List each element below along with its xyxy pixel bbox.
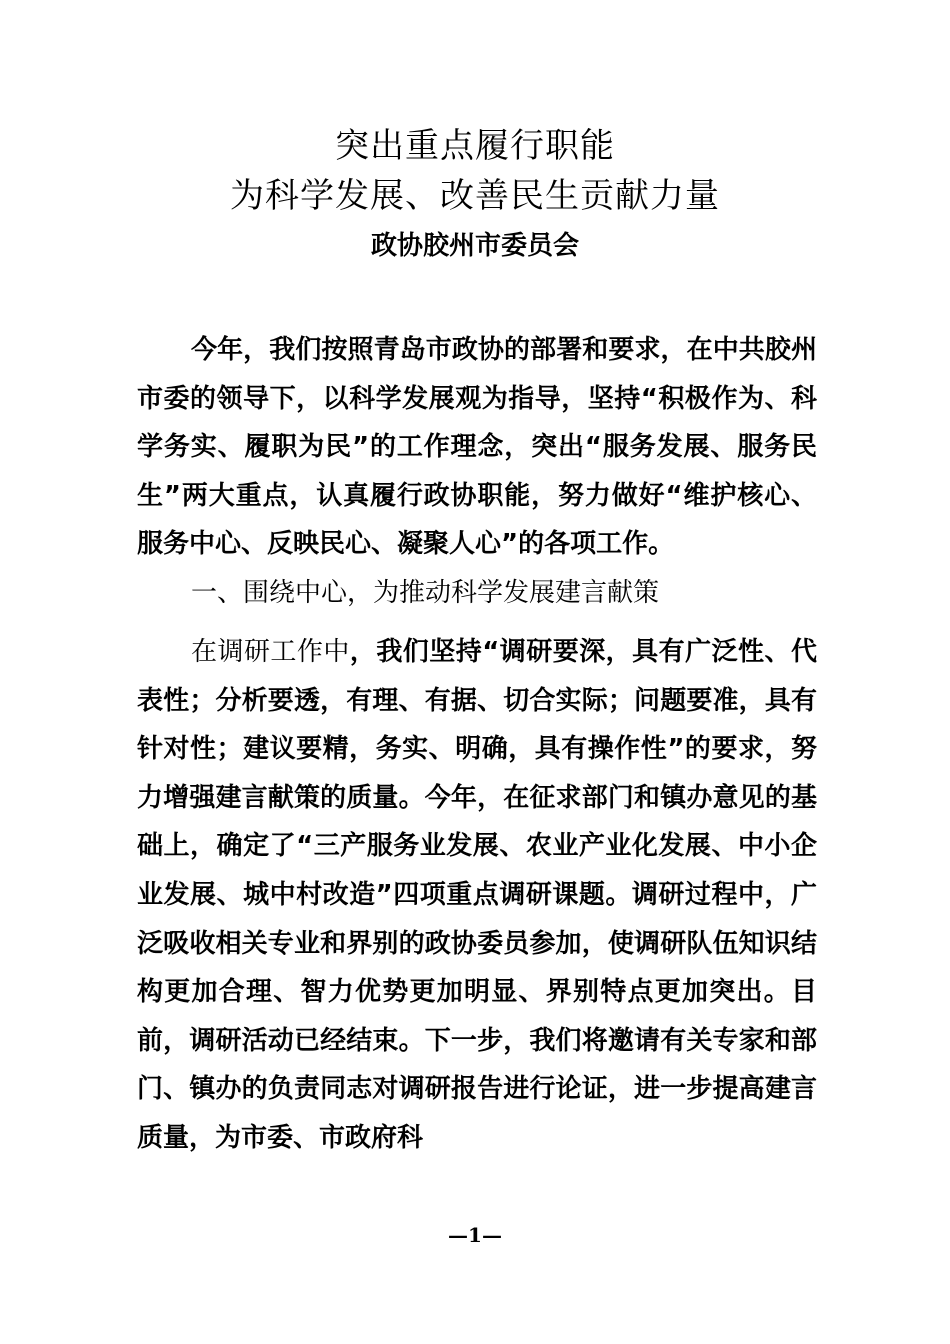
- title-line-1: 突出重点履行职能: [335, 126, 615, 166]
- paragraph-research: [137, 628, 817, 1163]
- organization-name: 政协胶州市委员会: [370, 231, 579, 261]
- section-heading-1: 一、围绕中心，为推动科学发展建言献策: [191, 578, 660, 608]
- paragraph-intro: 今年，我们按照青岛市政协的部署和要求，在中共胶州市委的领导下，以科学发展观为指导，坚持“积极作为、科学务实、履职为民”的工作理念，突出“服务发展、服务民生”两大重点，认真履行政协职能，努力做好“维护核心、服务中心、反映民心、凝聚人心”的各项工作。: [137, 335, 817, 560]
- paragraph-research-body: ，我们坚持“调研要深，具有广泛性、代表性；分析要透，有理、有据、切合实际；问题要准，具有针对性；建议要精，务实、明确，具有操作性”的要求，努力增强建言献策的质量。今年，在征求部门和镇办意见的基础上，确定了“三产服务业发展、农业产业化发展、中小企业发展、城中村改造”四项重点调研课题。调研过程中，广泛吸收相关专业和界别的政协委员参加，使调研队伍知识结构更加合理、智力优势更加明显、界别特点更加突出。目前，调研活动已经结束。下一步，我们将邀请有关专家和部门、镇办的负责同志对调研报告进行论证，进一步提高建言质量，为市委、市政府科: [137, 637, 817, 1153]
- page-number: —1—: [448, 1223, 502, 1247]
- title-line-2: 为科学发展、改善民生贡献力量: [230, 176, 720, 216]
- paragraph-research-lead: 在调研工作中: [191, 637, 350, 667]
